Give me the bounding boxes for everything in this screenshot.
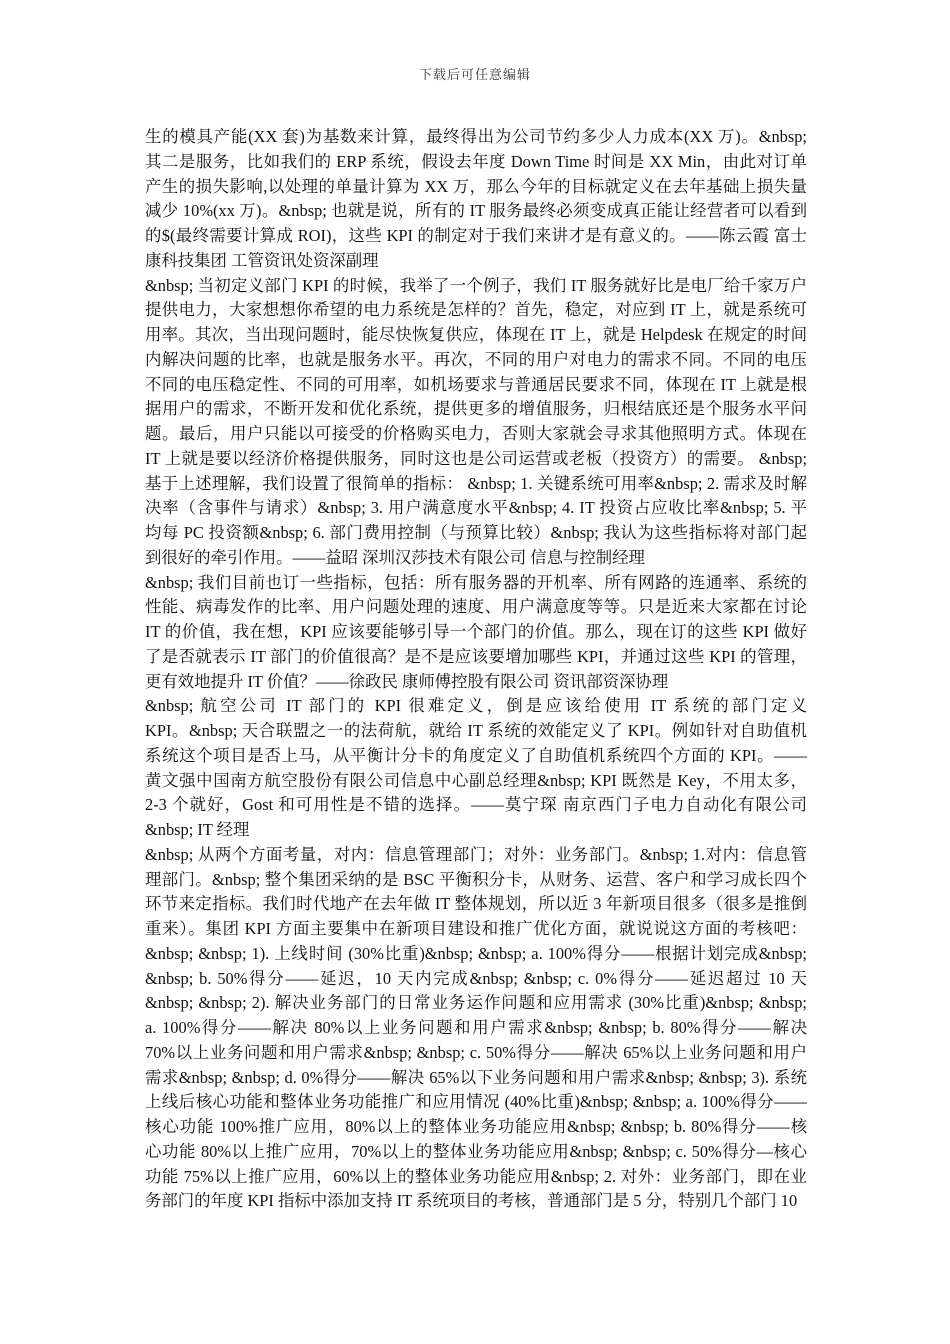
paragraph-line: 提供电力，大家想想你希望的电力系统是怎样的？首先，稳定，对应到 IT 上，就是系统可 — [145, 300, 807, 320]
paragraph-line: 功能 75%以上推广应用，60%以上的整体业务功能应用&nbsp; 2. 对外：业务部门，即在业 — [145, 1166, 807, 1186]
paragraph-line: 心功能 80%以上推广应用，70%以上的整体业务功能应用&nbsp; &nbsp; c. 50%得分—核心 — [145, 1141, 807, 1161]
paragraph — [145, 274, 807, 571]
paragraph — [145, 694, 807, 843]
paragraph-line: 2-3 个就好，Gost 和可用性是不错的选择。——莫宁琛 南京西门子电力自动化有限公司 — [145, 795, 807, 815]
paragraph-line: &nbsp; b. 50%得分——延迟，10 天内完成&nbsp; &nbsp; c. 0%得分——延迟超过 10 天 — [145, 968, 807, 988]
paragraph-line: 核心功能 100%推广应用，80%以上的整体业务功能应用&nbsp; &nbsp; b. 80%得分——核 — [145, 1117, 807, 1136]
paragraph-line: 的$(最终需要计算成 ROI)，这些 KPI 的制定对于我们来讲才是有意义的。——陈云霞 富士 — [145, 226, 807, 245]
paragraph-line: 基于上述理解，我们设置了很简单的指标： &nbsp; 1. 关键系统可用率&nbsp; 2. 需求及时解 — [145, 473, 807, 493]
paragraph — [145, 125, 807, 274]
paragraph-line: &nbsp; &nbsp; 1). 上线时间 (30%比重)&nbsp; &nbsp; a. 100%得分——根据计划完成&nbsp; — [145, 943, 807, 963]
paragraph — [145, 843, 807, 1214]
paragraph-line: 黄文强中国南方航空股份有限公司信息中心副总经理&nbsp; KPI 既然是 Key，不用太多， — [145, 770, 807, 790]
page-header: 下载后可任意编辑 — [418, 67, 531, 82]
paragraph-line: 性能、病毒发作的比率、用户问题处理的速度、用户满意度等等。只是近来大家都在讨论 — [145, 597, 807, 617]
paragraph-line: 均每 PC 投资额&nbsp; 6. 部门费用控制（与预算比较）&nbsp; 我认为这些指标将对部门起 — [145, 523, 807, 542]
paragraph-line: 决率（含事件与请求）&nbsp; 3. 用户满意度水平&nbsp; 4. IT 投资占应收比率&nbsp; 5. 平 — [145, 498, 807, 518]
paragraph-line: 环节来定指标。我们时代地产在去年做 IT 整体规划，所以近 3 年新项目很多（很多是推倒 — [145, 894, 807, 914]
paragraph-line: 不同的电压稳定性、不同的可用率，如机场要求与普通居民要求不同，体现在 IT 上就是根 — [145, 374, 807, 394]
paragraph-line: 70%以上业务问题和用户需求&nbsp; &nbsp; c. 50%得分——解决 65%以上业务问题和用户 — [145, 1042, 807, 1062]
paragraph-line: 内解决问题的比率，也就是服务水平。再次，不同的用户对电力的需求不同。不同的电压 — [145, 349, 807, 369]
paragraph-line: 用率。其次，当出现问题时，能尽快恢复供应，体现在 IT 上，就是 Helpdesk 在规定的时间 — [145, 325, 807, 344]
paragraph-line: 产生的损失影响,以处理的单量计算为 XX 万，那么今年的目标就定义在去年基础上损失量 — [145, 176, 807, 196]
paragraph-line: KPI。&nbsp; 天合联盟之一的法荷航，就给 IT 系统的效能定义了 KPI。例如针对自助值机 — [145, 721, 807, 740]
paragraph-line: IT 上就是要以经济价格提供服务，同时这也是公司运营或老板（投资方）的需要。 &nbsp; — [145, 448, 807, 468]
paragraph-line: 需求&nbsp; &nbsp; d. 0%得分——解决 65%以下业务问题和用户需求&nbsp; &nbsp; 3). 系统 — [145, 1067, 807, 1087]
paragraph-line: 理部门。&nbsp; 整个集团采纳的是 BSC 平衡积分卡，从财务、运营、客户和学习成长四个 — [145, 869, 807, 889]
paragraph-line: 系统这个项目是否上马，从平衡计分卡的角度定义了自助值机系统四个方面的 KPI。—— — [145, 745, 807, 765]
paragraph-line: 减少 10%(xx 万)。&nbsp; 也就是说，所有的 IT 服务最终必须变成真正能让经营者可以看到 — [145, 201, 807, 221]
paragraph-line: 生的模具产能(XX 套)为基数来计算，最终得出为公司节约多少人力成本(XX 万)。&nbsp; — [145, 127, 807, 146]
paragraph — [145, 571, 807, 695]
paragraph-line: 了是否就表示 IT 部门的价值很高？是不是应该要增加哪些 KPI，并通过这些 KPI 的管理， — [145, 646, 807, 666]
paragraph-line: &nbsp; 从两个方面考量，对内：信息管理部门；对外：业务部门。&nbsp; 1.对内：信息管 — [145, 844, 807, 864]
paragraph-line: 康科技集团 工管资讯处资深副理 — [145, 250, 379, 270]
paragraph-line: &nbsp; 我们目前也订一些指标，包括：所有服务器的开机率、所有网路的连通率、系统的 — [145, 572, 807, 592]
paragraph-line: 题。最后，用户只能以可接受的价格购买电力，否则大家就会寻求其他照明方式。体现在 — [145, 424, 807, 443]
paragraph-line: 上线后核心功能和整体业务功能推广和应用情况 (40%比重)&nbsp; &nbsp; a. 100%得分—— — [145, 1092, 807, 1112]
paragraph-line: 其二是服务，比如我们的 ERP 系统，假设去年度 Down Time 时间是 XX Min，由此对订单 — [145, 151, 807, 171]
paragraph-line: &nbsp; 当初定义部门 KPI 的时候，我举了一个例子，我们 IT 服务就好比是电厂给千家万户 — [145, 275, 807, 295]
paragraph-line: IT 的价值，我在想，KPI 应该要能够引导一个部门的价值。那么，现在订的这些 KPI 做好 — [145, 622, 807, 641]
paragraph-line: a. 100%得分——解决 80%以上业务问题和用户需求&nbsp; &nbsp; b. 80%得分——解决 — [145, 1018, 807, 1037]
paragraph-line: 到很好的牵引作用。——益昭 深圳汉莎技术有限公司 信息与控制经理 — [145, 547, 645, 567]
paragraph-line: 据用户的需求，不断开发和优化系统，提供更多的增值服务，归根结底还是个服务水平问 — [145, 399, 807, 419]
paragraph-line: 重来）。集团 KPI 方面主要集中在新项目建设和推广优化方面，就说说这方面的考核吧： — [145, 919, 807, 938]
document-body — [145, 125, 807, 1214]
paragraph-line: &nbsp; IT 经理 — [145, 820, 250, 839]
paragraph-line: 更有效地提升 IT 价值？——徐政民 康师傅控股有限公司 资讯部资深协理 — [145, 671, 669, 691]
paragraph-line: &nbsp; &nbsp; 2). 解决业务部门的日常业务运作问题和应用需求 (30%比重)&nbsp; &nbsp; — [145, 993, 807, 1013]
paragraph-line: 务部门的年度 KPI 指标中添加支持 IT 系统项目的考核，普通部门是 5 分，特别几个部门 10 — [145, 1191, 798, 1211]
paragraph-line: &nbsp; 航空公司 IT 部门的 KPI 很难定义，倒是应该给使用 IT 系统的部门定义 — [145, 696, 807, 716]
